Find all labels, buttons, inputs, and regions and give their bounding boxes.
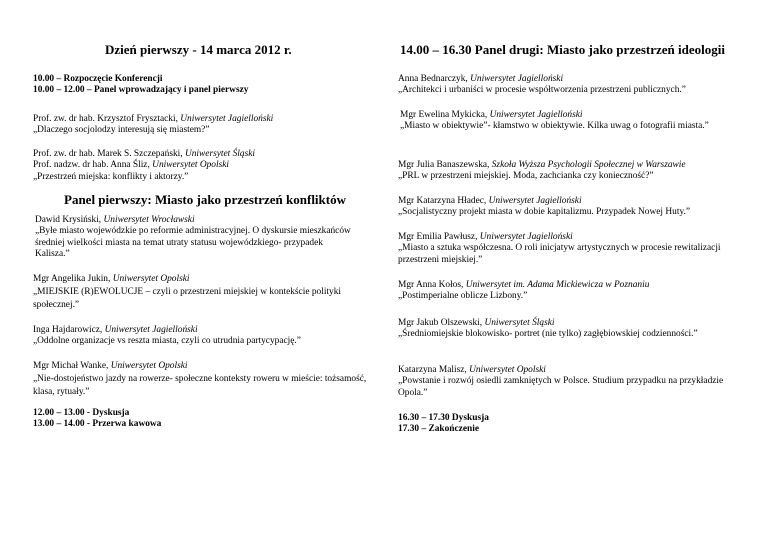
talk-title: „Oddolne organizacje vs reszta miasta, czyli co utrudnia partycypację.” [33, 336, 301, 347]
talk-author: Anna Bednarczyk, [398, 74, 468, 84]
talk-title: „Byłe miasto wojewódzkie po reformie administracyjnej. O dyskursie mieszkańców średniej wielkości miasta na temat utraty statusu wojewódzkiego- przypadek Kalisza.” [35, 226, 351, 260]
talk-title: „Przestrzeń miejska: konflikty i aktorzy.” [33, 171, 189, 182]
talk-title: „Miasto a sztuka współczesna. O roli inicjatyw artystycznych w procesie rewitalizacji przestrzeni miejskiej.” [398, 243, 721, 265]
talk-author: Mgr Angelika Jukin, [33, 274, 111, 284]
talk-affiliation: Uniwersytet Jagielloński [470, 74, 564, 84]
talk-affiliation: Uniwersytet Śląski [484, 318, 555, 328]
talk-title: „Dlaczego socjolodzy interesują się miastem?” [33, 125, 210, 136]
talk-author: Mgr Michał Wanke, [33, 361, 109, 371]
talk-affiliation: Uniwersytet Wrocławski [103, 215, 195, 225]
talk-entry [33, 114, 385, 137]
talk-entry [398, 280, 743, 303]
talk-author: Mgr Julia Banaszewska, [398, 160, 490, 170]
talk-affiliation: Szkoła Wyższa Psychologii Społecznej w Warszawie [491, 160, 686, 170]
talk-entry [398, 232, 733, 266]
talk-affiliation: Uniwersytet Jagielloński [104, 325, 198, 335]
talk-affiliation: Uniwersytet Jagielloński [488, 196, 582, 206]
talk-entry [398, 74, 743, 97]
talk-entry [33, 273, 378, 312]
talk-entry [398, 318, 718, 341]
talk-affiliation: Uniwersytet Opolski [469, 365, 546, 375]
talk-title: „Powstanie i rozwój osiedli zamkniętych w Polsce. Studium przypadku na przykładzie Opola.” [398, 376, 724, 398]
talk-author: Inga Hajdarowicz, [33, 325, 103, 335]
talk-entry [33, 149, 385, 183]
talk-affiliation: Uniwersytet Jagielloński [489, 110, 583, 120]
talk-entry [400, 110, 718, 133]
closing-schedule [33, 408, 385, 431]
talk-title: „MIEJSKIE (R)EWOLUCJE – czyli o przestrzeni miejskiej w kontekście polityki społecznej.” [33, 287, 342, 310]
talk-title: „Architekci i urbaniści w procesie współtworzenia przestrzeni publicznych.” [398, 85, 686, 96]
talk-entry [398, 196, 743, 219]
talk-author: Mgr Jakub Olszewski, [398, 318, 483, 328]
talk-author: Mgr Katarzyna Hładec, [398, 196, 487, 206]
talk-entry [33, 360, 378, 399]
closing-line-1: 16.30 – 17.30 Dyskusja [398, 413, 489, 423]
closing-schedule [398, 413, 743, 436]
talk-title: „Postimperialne oblicze Lizbony.” [398, 291, 528, 302]
closing-line-2: 13.00 – 14.00 - Przerwa kawowa [33, 419, 162, 430]
talk-affiliation: Uniwersytet Opolski [110, 361, 188, 371]
talk-affiliation-2: Uniwersytet Opolski [152, 160, 229, 171]
talk-title: „Miasto w obiektywie”- kłamstwo w obiektywie. Kilka uwag o fotografii miasta.” [400, 121, 709, 132]
talk-affiliation: Uniwersytet Śląski [184, 149, 256, 159]
talk-affiliation: Uniwersytet Jagielloński [180, 114, 274, 124]
talk-affiliation: Uniwersytet im. Adama Mickiewicza w Poznaniu [465, 280, 650, 290]
talk-title: „Średniomiejskie blokowisko- portret (nie tylko) zagłębiowskiej codzienności.” [398, 329, 698, 340]
closing-line-2: 17.30 – Zakończenie [398, 424, 479, 435]
opening-line-1: 10.00 – Rozpoczęcie Konferencji [33, 74, 163, 84]
talk-author: Dawid Krysiński, [35, 215, 102, 225]
panel-one-heading: Panel pierwszy: Miasto jako przestrzeń konfliktów [64, 192, 346, 207]
talk-author: Mgr Emilia Pawłusz, [398, 232, 478, 242]
talk-author-2: Prof. nadzw. dr hab. Anna Śliz, [33, 160, 150, 171]
talk-author: Katarzyna Malisz, [398, 365, 467, 375]
talk-entry [33, 325, 385, 348]
talk-entry [35, 215, 353, 261]
panel-two-heading: 14.00 – 16.30 Panel drugi: Miasto jako przestrzeń ideologii [400, 42, 725, 57]
talk-entry [398, 160, 743, 183]
talk-author: Prof. zw. dr hab. Marek S. Szczepański, [33, 149, 183, 159]
talk-title: „Socjalistyczny projekt miasta w dobie kapitalizmu. Przypadek Nowej Huty.” [398, 207, 691, 218]
closing-line-1: 12.00 – 13.00 - Dyskusja [33, 408, 130, 418]
talk-affiliation: Uniwersytet Jagielloński [479, 232, 573, 242]
opening-schedule [33, 74, 385, 97]
day-heading: Dzień pierwszy - 14 marca 2012 r. [105, 42, 292, 57]
talk-author: Mgr Anna Kołos, [398, 280, 464, 290]
talk-affiliation: Uniwersytet Opolski [112, 274, 190, 284]
talk-author: Mgr Ewelina Mykicka, [400, 110, 488, 120]
opening-line-2: 10.00 – 12.00 – Panel wprowadzający i panel pierwszy [33, 85, 249, 96]
talk-title: „PRL w przestrzeni miejskiej. Moda, zachcianka czy konieczność?” [398, 171, 654, 182]
talk-title: „Nie-dostojeństwo jazdy na rowerze- społeczne konteksty roweru w mieście: tożsamość, klasa, rytuały.” [33, 374, 367, 397]
talk-author: Prof. zw. dr hab. Krzysztof Frysztacki, [33, 114, 178, 124]
talk-entry [398, 365, 738, 399]
